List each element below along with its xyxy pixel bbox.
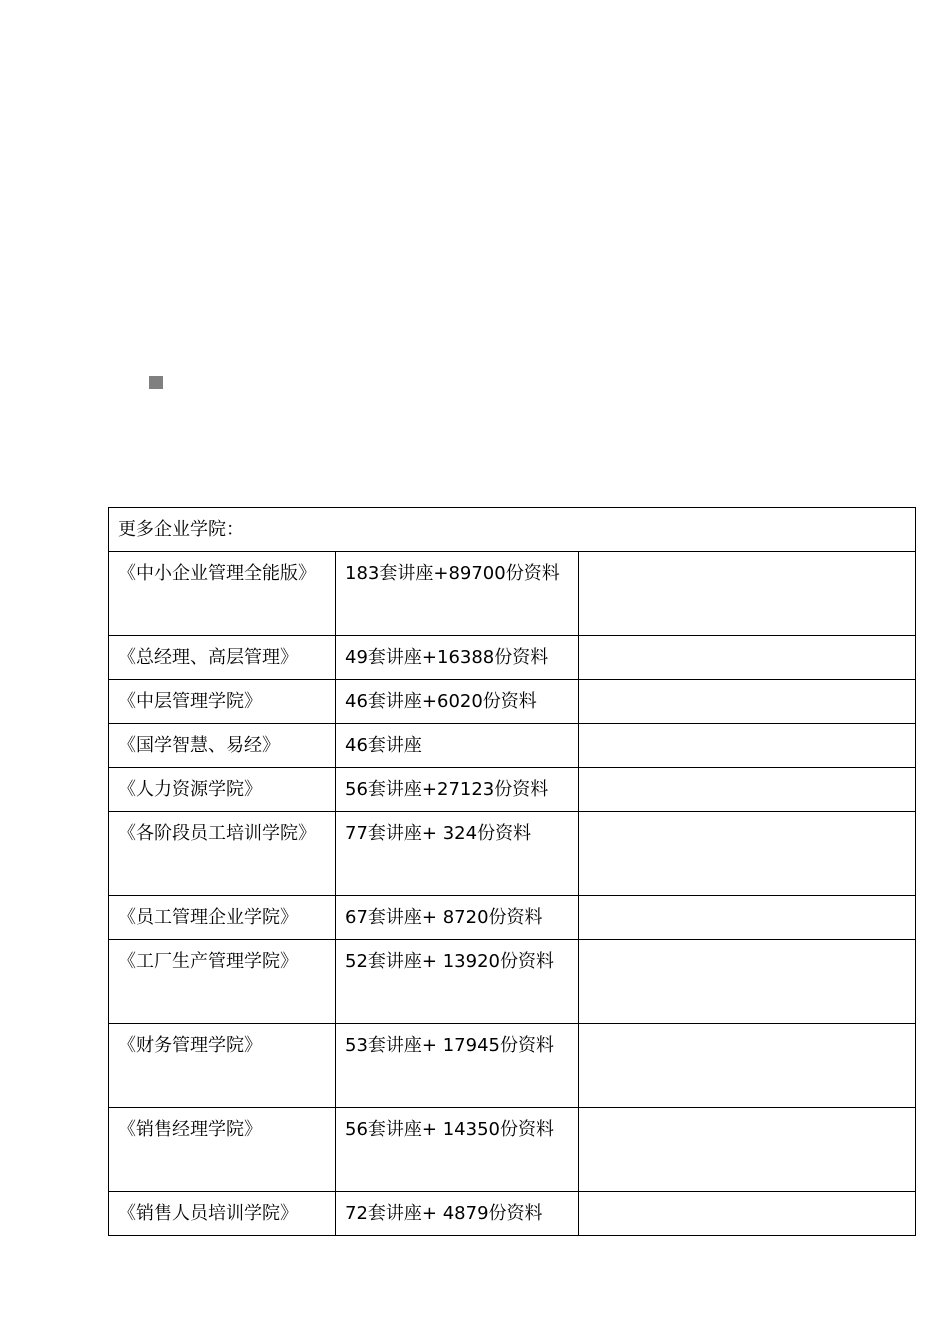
academy-extra-cell	[579, 636, 916, 680]
academy-extra-cell	[579, 768, 916, 812]
bullet-square-icon	[149, 376, 163, 389]
academy-extra-cell	[579, 724, 916, 768]
academy-content-cell: 53套讲座+ 17945份资料	[336, 1024, 579, 1108]
academy-table	[108, 507, 916, 1236]
academy-name-cell: 《国学智慧、易经》	[109, 724, 336, 768]
academy-name-cell: 《销售经理学院》	[109, 1108, 336, 1192]
academy-extra-cell	[579, 1192, 916, 1236]
academy-content-cell: 56套讲座+27123份资料	[336, 768, 579, 812]
table-row	[109, 636, 916, 680]
academy-content-cell: 77套讲座+ 324份资料	[336, 812, 579, 896]
table-row	[109, 896, 916, 940]
academy-extra-cell	[579, 680, 916, 724]
table-header-cell: 更多企业学院：	[109, 508, 916, 552]
academy-content-cell: 72套讲座+ 4879份资料	[336, 1192, 579, 1236]
academy-name-cell: 《人力资源学院》	[109, 768, 336, 812]
academy-content-cell: 183套讲座+89700份资料	[336, 552, 579, 636]
academy-name-cell: 《中层管理学院》	[109, 680, 336, 724]
academy-extra-cell	[579, 812, 916, 896]
academy-content-cell: 49套讲座+16388份资料	[336, 636, 579, 680]
table-row	[109, 768, 916, 812]
table-row	[109, 1024, 916, 1108]
academy-name-cell: 《销售人员培训学院》	[109, 1192, 336, 1236]
academy-table-body	[109, 508, 916, 1236]
academy-content-cell: 46套讲座+6020份资料	[336, 680, 579, 724]
academy-extra-cell	[579, 896, 916, 940]
academy-extra-cell	[579, 552, 916, 636]
academy-extra-cell	[579, 1108, 916, 1192]
academy-content-cell: 46套讲座	[336, 724, 579, 768]
academy-name-cell: 《工厂生产管理学院》	[109, 940, 336, 1024]
academy-content-cell: 56套讲座+ 14350份资料	[336, 1108, 579, 1192]
academy-content-cell: 67套讲座+ 8720份资料	[336, 896, 579, 940]
academy-name-cell: 《员工管理企业学院》	[109, 896, 336, 940]
academy-name-cell: 《各阶段员工培训学院》	[109, 812, 336, 896]
table-row	[109, 680, 916, 724]
academy-name-cell: 《财务管理学院》	[109, 1024, 336, 1108]
academy-name-cell: 《总经理、高层管理》	[109, 636, 336, 680]
academy-extra-cell	[579, 1024, 916, 1108]
table-header-row	[109, 508, 916, 552]
table-row	[109, 1108, 916, 1192]
academy-content-cell: 52套讲座+ 13920份资料	[336, 940, 579, 1024]
academy-extra-cell	[579, 940, 916, 1024]
table-row	[109, 724, 916, 768]
table-row	[109, 1192, 916, 1236]
table-row	[109, 552, 916, 636]
table-row	[109, 940, 916, 1024]
academy-name-cell: 《中小企业管理全能版》	[109, 552, 336, 636]
table-row	[109, 812, 916, 896]
